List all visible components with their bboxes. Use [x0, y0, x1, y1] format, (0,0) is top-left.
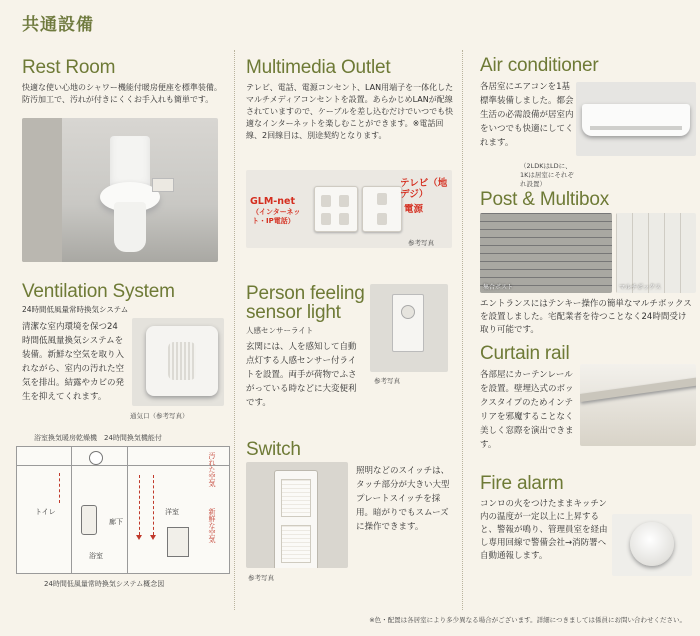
- footnote: ※色・配置は各居室により多少異なる場合がございます。詳細につきましては係員にお問い合わせください。: [369, 616, 686, 624]
- vent-photo: [132, 318, 224, 406]
- curtain-photo: [580, 364, 696, 446]
- rest-room-photo: [22, 118, 218, 262]
- fire-alarm-photo: [612, 514, 692, 576]
- diagram-label-dirty-air: 汚れた空気: [208, 452, 216, 487]
- rest-room-heading: Rest Room: [22, 57, 116, 78]
- page-title: 共通設備: [22, 15, 94, 35]
- curtain-text: 各部屋にカーテンレールを設置。壁埋込式のボックスタイプのためインテリアを邪魔することなく美しく窓際を演出できます。: [480, 370, 574, 450]
- air-conditioner-heading: Air conditioner: [480, 55, 599, 76]
- ventilation-text: 清潔な室内環境を保つ24時間低風量換気システムを装備。新鮮な空気を取り入れながら、室内の汚れた空気を排出。結露やカビの発生を抑えてくれます。: [22, 322, 125, 402]
- sensor-light-heading-1: Person feeling: [246, 283, 365, 304]
- switch-text: 照明などのスイッチは、タッチ部分が大きい大型プレートスイッチを採用。暗がりでもスムーズに操作できます。: [356, 466, 450, 532]
- diagram-label-bath: 浴室: [89, 552, 103, 560]
- post-text: エントランスにはテンキー操作の簡単なマルチボックスを設置しました。宅配業者を待つことなく24時間受け取り可能です。: [480, 299, 692, 335]
- column-divider-1: [234, 50, 235, 610]
- multibox-photo-label: マルチボックス: [619, 284, 661, 291]
- fire-alarm-heading: Fire alarm: [480, 473, 564, 494]
- post-photo-label: 集合ポスト: [483, 284, 514, 291]
- multimedia-text: テレビ、電話、電源コンセント、LAN用端子を一体化したマルチメディアコンセントを設置。あらかじめLANが配線されていますので、ケーブルを差し込むだけでいつでも快適なインターネットを楽しむことができます。※電話回線、2回線目は、別途契約となります。: [246, 83, 454, 140]
- diagram-label-toilet: トイレ: [35, 508, 56, 516]
- sensor-light-heading-2: sensor light: [246, 302, 341, 323]
- vent-photo-caption: 通気口（参考写真）: [130, 412, 189, 420]
- switch-heading: Switch: [246, 439, 301, 460]
- post-photo: [480, 213, 612, 293]
- power-label: 電源: [404, 204, 424, 215]
- rest-room-text: 快適な使い心地のシャワー機能付暖房便座を標準装備。防汚加工で、汚れが付きにくくお手入れも簡単です。: [22, 83, 222, 104]
- column-divider-2: [462, 50, 463, 610]
- air-conditioner-text: 各居室にエアコンを1基標準装備しました。都会生活の必需設備が居室内をいつでも快適にしてくれます。: [480, 82, 574, 148]
- glm-net-sublabel: （インターネット・IP電話）: [252, 208, 301, 225]
- outlet-photo-caption: 参考写真: [408, 239, 434, 247]
- curtain-heading: Curtain rail: [480, 343, 570, 364]
- aircon-photo: [576, 82, 696, 156]
- sensor-light-text: 玄関には、人を感知して自動点灯する人感センサー付ライトを設置。両手が荷物でふさがっている時などに大変便利です。: [246, 342, 357, 408]
- ventilation-diagram: [16, 446, 230, 574]
- glm-net-label: GLM-net: [250, 196, 295, 207]
- multimedia-heading: Multimedia Outlet: [246, 57, 391, 78]
- diagram-caption: 24時間低風量常時換気システム概念図: [44, 580, 165, 588]
- fire-alarm-text: コンロの火をつけたままキッチン内の温度が一定以上に上昇すると、警報が鳴り、管理員室を経由し専用回線で警備会社→消防署へ自動通報します。: [480, 499, 608, 561]
- diagram-label-hall: 廊下: [109, 518, 123, 526]
- ventilation-heading: Ventilation System: [22, 281, 175, 302]
- switch-photo: [246, 462, 348, 568]
- diagram-title: 浴室換気暖房乾燥機 24時間換気機能付: [34, 434, 162, 442]
- ventilation-subheading: 24時間低風量常時換気システム: [22, 305, 129, 314]
- sensor-light-subheading: 人感センサーライト: [246, 326, 314, 335]
- air-conditioner-note: （2LDKはLDに、1Kは居室にそれぞれ設置）: [520, 162, 574, 188]
- sensor-photo: [370, 284, 448, 372]
- tv-label: テレビ（地デジ）: [400, 178, 448, 200]
- post-heading: Post & Multibox: [480, 189, 609, 210]
- switch-photo-caption: 参考写真: [248, 574, 274, 582]
- sensor-photo-caption: 参考写真: [374, 377, 400, 385]
- multibox-photo: [616, 213, 696, 293]
- diagram-label-fresh-air: 新鮮な空気: [208, 508, 216, 543]
- diagram-label-western: 洋室: [165, 508, 179, 516]
